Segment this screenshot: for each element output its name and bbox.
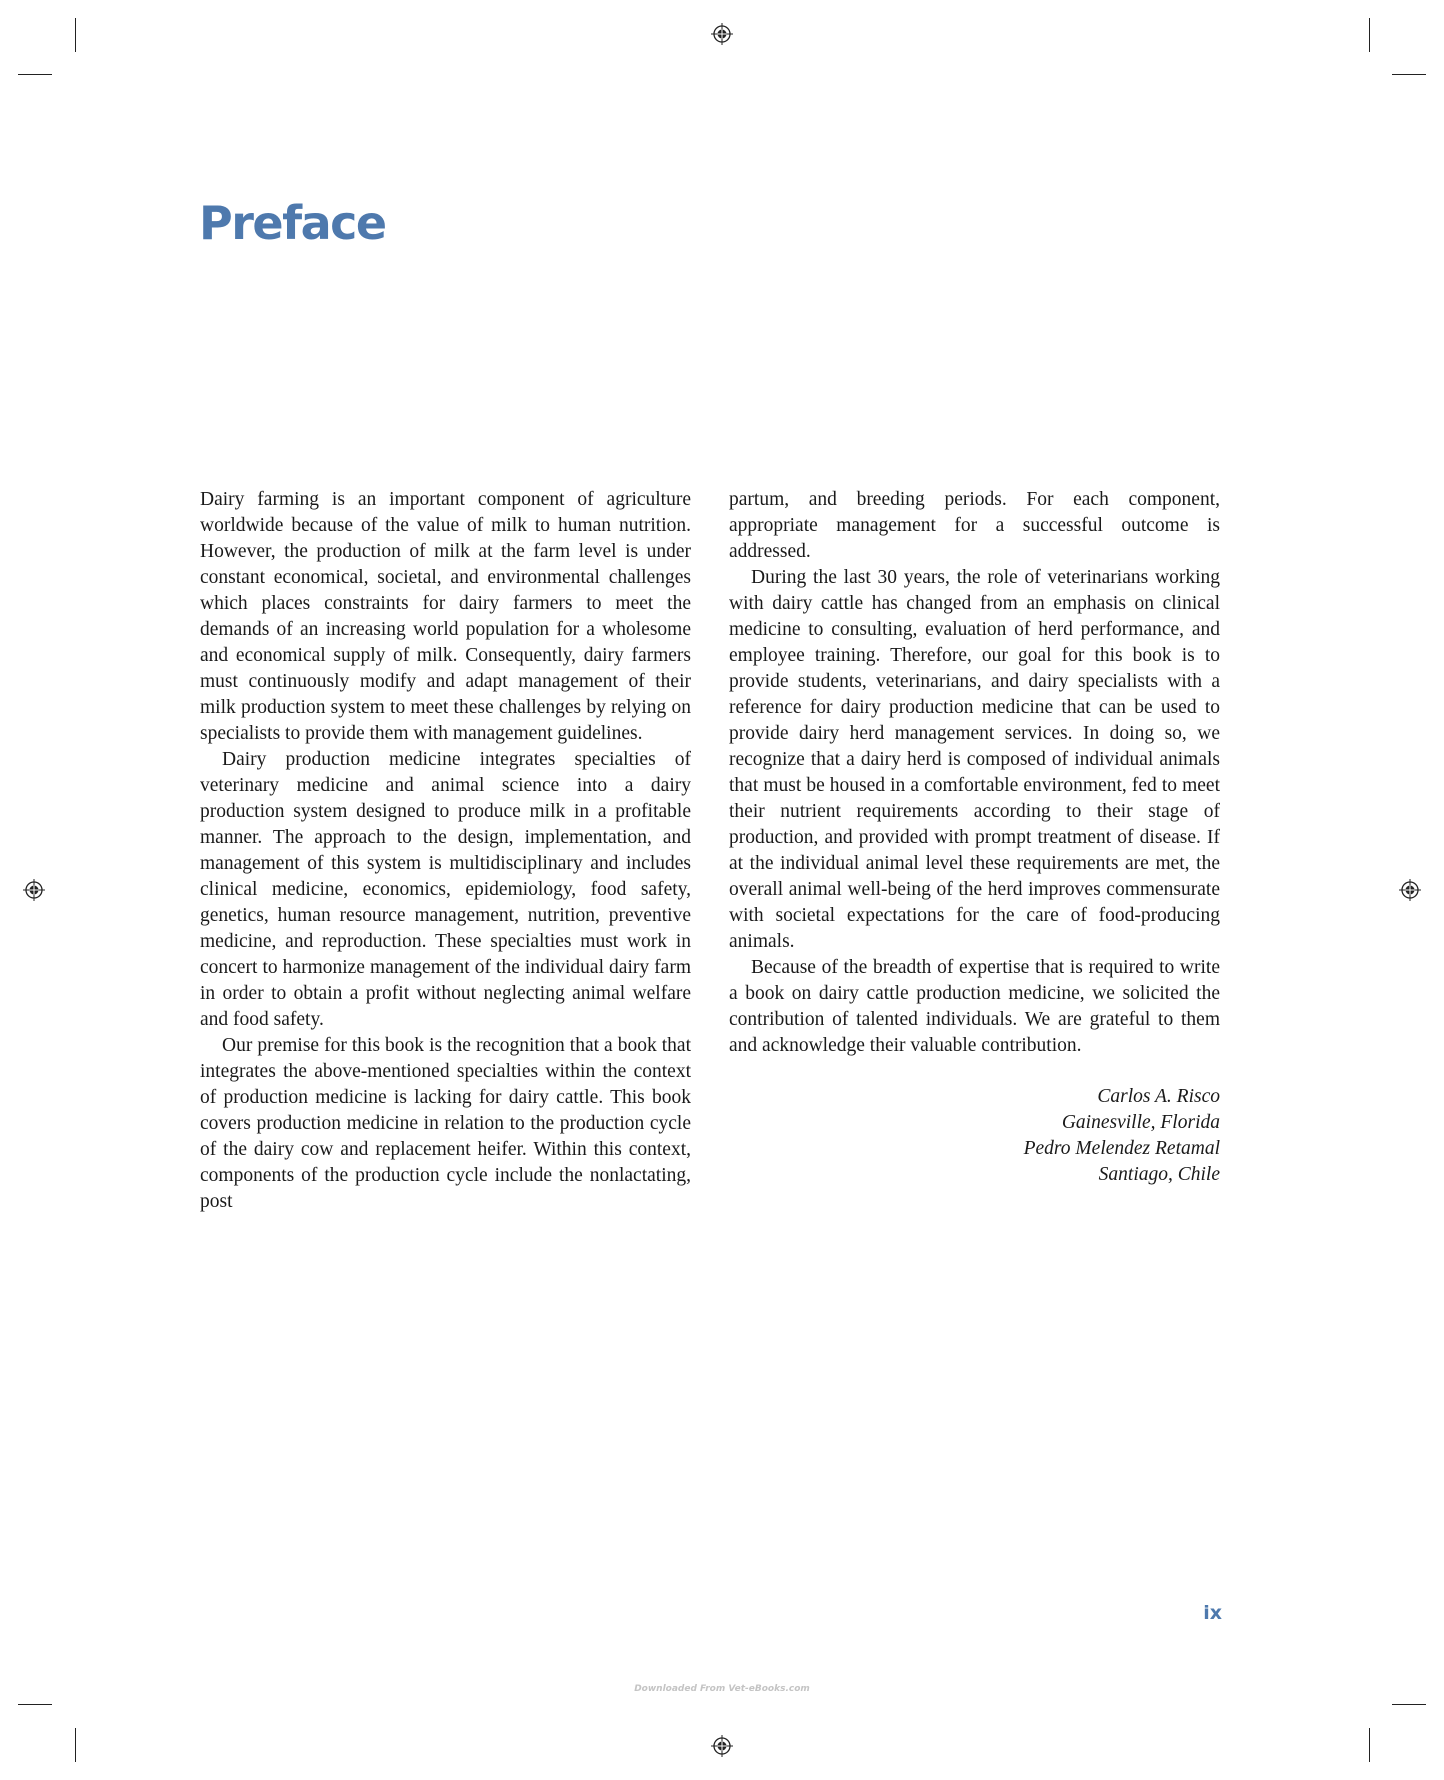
registration-mark-icon (711, 1735, 733, 1757)
footer-watermark: Downloaded From Vet-eBooks.com (634, 1684, 810, 1694)
signature-line: Gainesville, Florida (1061, 1112, 1220, 1133)
crop-mark (1369, 1728, 1370, 1762)
paragraph: partum, and breeding periods. For each component, appropriate management for a successful outcome is addressed. (729, 489, 1220, 562)
right-column (729, 487, 1220, 1215)
author-signature (729, 1084, 1220, 1188)
crop-mark (1392, 1704, 1426, 1705)
registration-mark-icon (1399, 879, 1421, 901)
page-number: ix (1203, 1602, 1222, 1624)
crop-mark (18, 1704, 52, 1705)
crop-mark (1369, 18, 1370, 52)
registration-mark-icon (711, 23, 733, 45)
crop-mark (18, 74, 52, 75)
paragraph: Because of the breadth of expertise that is required to write a book on dairy cattle production medicine, we solicited the contribution of talented individuals. We are grateful to them and acknowledge their valuable contribution. (729, 957, 1220, 1056)
signature-line: Carlos A. Risco (1097, 1086, 1220, 1107)
paragraph: Our premise for this book is the recognition that a book that integrates the above-mentioned specialties within the context of production medicine is lacking for dairy cattle. This book covers production medicine in relation to the production cycle of the dairy cow and replacement heifer. Within this context, components of the production cycle include the nonlactating, post (200, 1035, 691, 1212)
page-title: Preface (199, 196, 386, 250)
crop-mark (75, 1728, 76, 1762)
signature-line: Santiago, Chile (1098, 1164, 1220, 1185)
crop-mark (75, 18, 76, 52)
left-column (200, 487, 691, 1215)
paragraph: During the last 30 years, the role of veterinarians working with dairy cattle has changed from an emphasis on clinical medicine to consulting, evaluation of herd performance, and employee training. Therefore, our goal for this book is to provide students, veterinarians, and dairy specialists with a reference for dairy production medicine that can be used to provide dairy herd management services. In doing so, we recognize that a dairy herd is composed of individual animals that must be housed in a comfortable environment, fed to meet their nutrient requirements according to their stage of production, and provided with prompt treatment of disease. If at the individual animal level these requirements are met, the overall animal well-being of the herd improves commensurate with societal expectations for the care of food-producing animals. (729, 567, 1220, 952)
crop-mark (1392, 74, 1426, 75)
body-text (200, 487, 1220, 1215)
paragraph: Dairy farming is an important component of agriculture worldwide because of the value of milk to human nutrition. However, the production of milk at the farm level is under constant economical, societal, and environmental challenges which places constraints for dairy farmers to meet the demands of an increasing world population for a wholesome and economical supply of milk. Consequently, dairy farmers must continuously modify and adapt management of their milk production system to meet these challenges by relying on specialists to provide them with management guidelines. (200, 489, 691, 744)
signature-line: Pedro Melendez Retamal (1023, 1138, 1220, 1159)
paragraph: Dairy production medicine integrates specialties of veterinary medicine and animal science into a dairy production system designed to produce milk in a profitable manner. The approach to the design, implementation, and management of this system is multidisciplinary and includes clinical medicine, economics, epidemiology, food safety, genetics, human resource management, nutrition, preventive medicine, and reproduction. These specialties must work in concert to harmonize management of the individual dairy farm in order to obtain a profit without neglecting animal welfare and food safety. (200, 749, 691, 1030)
registration-mark-icon (23, 879, 45, 901)
